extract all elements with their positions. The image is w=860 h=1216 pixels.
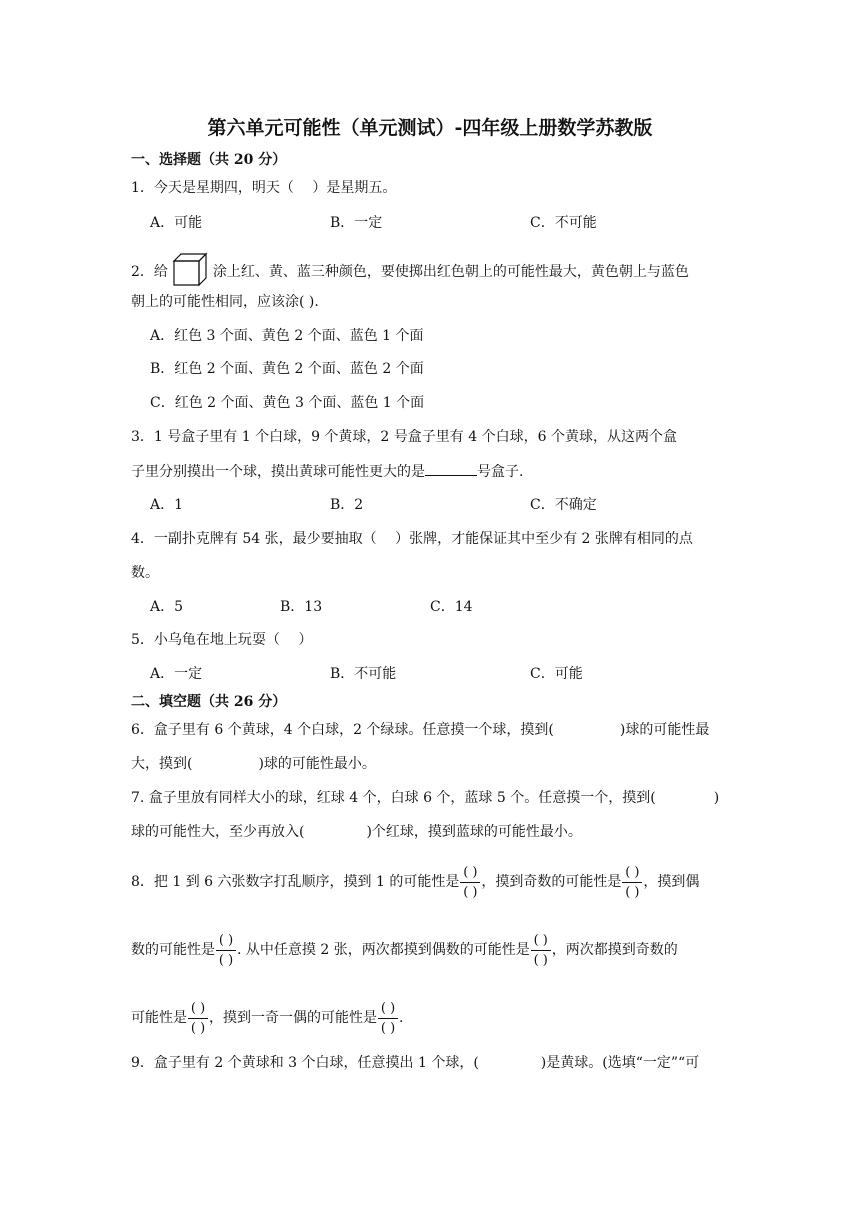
answer-blank: [425, 461, 477, 476]
q4-option-b: B．13: [280, 599, 323, 615]
q7-line1-post: ): [713, 790, 720, 806]
q6-line1-post: )球的可能性最: [619, 722, 710, 738]
fraction-blank: [622, 865, 642, 900]
fraction-blank: [216, 933, 236, 968]
question-6-line-1: [131, 720, 709, 740]
question-7-line-1: [131, 788, 719, 808]
question-6-line-2: [131, 754, 376, 774]
q4-option-c: C．14: [430, 599, 473, 615]
question-8-line-1: [131, 862, 699, 902]
q2-option-a: A．红色 3 个面、黄色 2 个面、蓝色 1 个面: [150, 328, 424, 344]
page-title: 第六单元可能性（单元测试）-四年级上册数学苏教版: [207, 117, 653, 139]
numerator-blank: ( ): [533, 932, 548, 948]
q5-option-b: B．不可能: [330, 666, 397, 682]
fraction-blank: [378, 1001, 398, 1036]
section-fill-heading: 二、填空题（共 26 分）: [131, 694, 287, 710]
question-9-line-1: [131, 1053, 699, 1073]
cube-icon: [172, 252, 208, 292]
q2-option-b: B．红色 2 个面、黄色 2 个面、蓝色 2 个面: [150, 361, 424, 377]
question-4-line-2: 数。: [131, 565, 159, 581]
question-2-line-2: 朝上的可能性相同，应该涂( ).: [131, 294, 319, 310]
q6-line1-pre: 6．盒子里有 6 个黄球，4 个白球，2 个绿球。任意摸一个球，摸到(: [131, 722, 554, 738]
denominator-blank: ( ): [533, 952, 548, 968]
q1-option-b: B．一定: [330, 215, 383, 231]
fraction-blank: [460, 865, 480, 900]
fraction-blank: [531, 933, 551, 968]
question-2-line-1: [131, 252, 689, 292]
denominator-blank: ( ): [625, 884, 640, 900]
denominator-blank: ( ): [380, 1020, 396, 1036]
question-8-line-3: [131, 998, 403, 1038]
q8-text-7: 可能性是: [131, 1010, 187, 1026]
q9-text-pre: 9．盒子里有 2 个黄球和 3 个白球，任意摸出 1 个球，(: [131, 1055, 479, 1071]
q3-option-c: C．不确定: [530, 497, 597, 513]
q2-text-post: 涂上红、黄、蓝三种颜色，要使掷出红色朝上的可能性最大，黄色朝上与蓝色: [212, 264, 689, 280]
denominator-blank: ( ): [463, 884, 478, 900]
numerator-blank: ( ): [380, 1000, 396, 1016]
numerator-blank: ( ): [190, 1000, 206, 1016]
q5-option-c: C．可能: [530, 666, 583, 682]
q5-option-a: A．一定: [150, 666, 203, 682]
q7-line1-pre: 7. 盒子里放有同样大小的球，红球 4 个，白球 6 个，蓝球 5 个。任意摸一个，摸到(: [131, 790, 656, 806]
q3-line2-post: 号盒子.: [477, 464, 524, 480]
question-3-line-2: [131, 461, 523, 482]
question-4-line-1: 4．一副扑克牌有 54 张，最少要抽取（ ）张牌，才能保证其中至少有 2 张牌有相同的点: [131, 531, 693, 547]
question-8-line-2: [131, 930, 678, 970]
q8-text-2: ，摸到奇数的可能性是: [481, 874, 622, 890]
q8-text-8: ，摸到一奇一偶的可能性是: [209, 1010, 377, 1026]
numerator-blank: ( ): [218, 932, 234, 948]
q3-option-b: B．2: [330, 497, 364, 513]
section-choice-heading: 一、选择题（共 20 分）: [131, 152, 287, 168]
q8-text-5: . 从中任意摸 2 张，两次都摸到偶数的可能性是: [237, 942, 530, 958]
question-7-line-2: [131, 822, 582, 842]
q1-option-c: C．不可能: [530, 215, 597, 231]
q3-option-a: A．1: [150, 497, 184, 513]
q2-option-c: C．红色 2 个面、黄色 3 个面、蓝色 1 个面: [150, 395, 425, 411]
numerator-blank: ( ): [625, 864, 640, 880]
q8-text-9: .: [399, 1010, 404, 1026]
q8-text-6: ，两次都摸到奇数的: [551, 942, 678, 958]
question-1: 1．今天是星期四，明天（ ）是星期五。: [131, 180, 397, 196]
q4-option-a: A．5: [150, 599, 184, 615]
q9-text-post: )是黄球。(选填“一定”“可: [540, 1055, 700, 1071]
q7-line2-pre: 球的可能性大，至少再放入(: [131, 824, 305, 840]
q8-text-4: 数的可能性是: [131, 942, 215, 958]
question-3-line-1: 3．1 号盒子里有 1 个白球，9 个黄球，2 号盒子里有 4 个白球，6 个黄球，从这两个盒: [131, 429, 677, 445]
question-5: 5．小乌龟在地上玩耍（ ）: [131, 632, 313, 648]
denominator-blank: ( ): [190, 1020, 206, 1036]
numerator-blank: ( ): [463, 864, 478, 880]
denominator-blank: ( ): [218, 952, 234, 968]
q6-line2-post: )球的可能性最小。: [258, 756, 376, 772]
q8-text-3: ，摸到偶: [643, 874, 700, 890]
q1-option-a: A．可能: [150, 215, 203, 231]
q7-line2-post: )个红球，摸到蓝球的可能性最小。: [366, 824, 582, 840]
q8-text-1: 8．把 1 到 6 六张数字打乱顺序，摸到 1 的可能性是: [131, 874, 460, 890]
q6-line2-pre: 大，摸到(: [131, 756, 193, 772]
q3-line2-pre: 子里分别摸出一个球，摸出黄球可能性更大的是: [131, 464, 425, 480]
fraction-blank: [188, 1001, 208, 1036]
q2-text-pre: 2．给: [131, 264, 168, 280]
